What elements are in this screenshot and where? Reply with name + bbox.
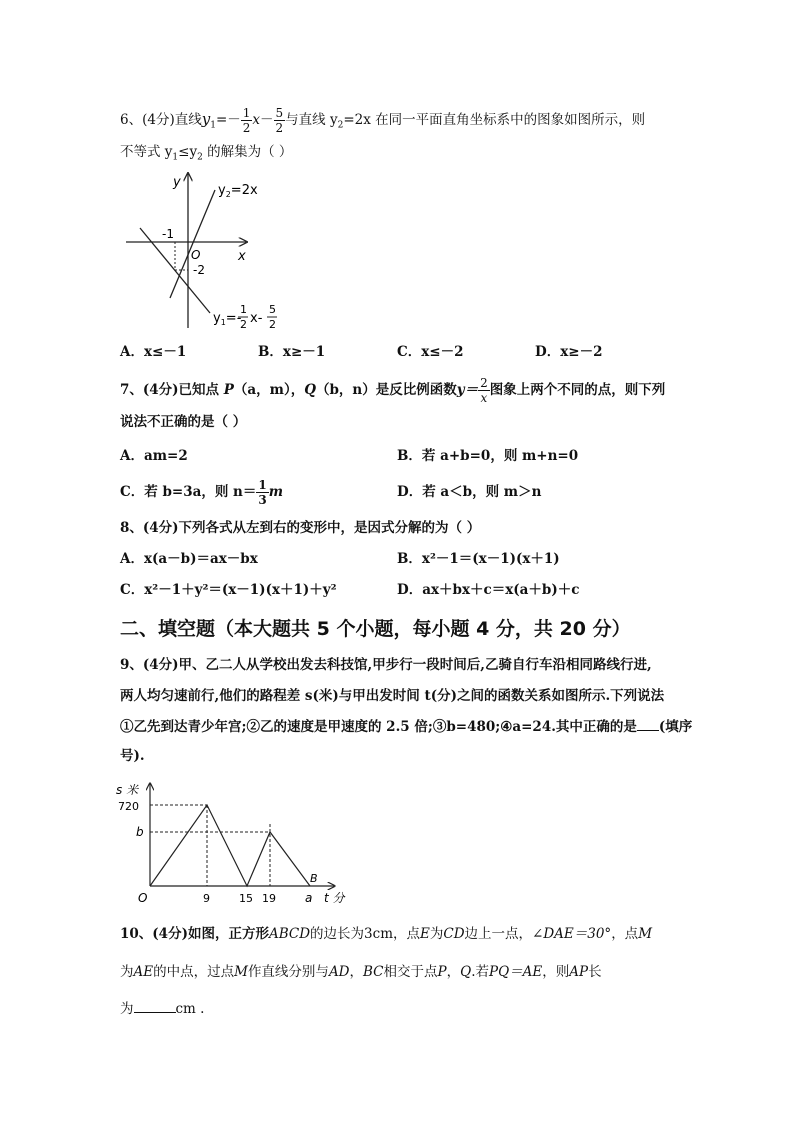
- q6-option-c: C．x≤－2: [397, 344, 464, 360]
- q8-option-a: A．x(a－b)＝ax－bx: [120, 551, 258, 567]
- q9-line3: ①乙先到达青少年宫;②乙的速度是甲速度的 2.5 倍;③b=480;④a=24.其中正确的是 (填序: [120, 716, 692, 737]
- point-b-label: B: [310, 872, 318, 885]
- tick-a: a: [305, 891, 313, 905]
- fraction-five-halves: $\frac{5}{2}$: [275, 106, 284, 135]
- q9-graph: [112, 780, 362, 912]
- q10-line2: 为AE的中点，过点M作直线分别与AD，BC相交于点P，Q.若PQ＝AE，则AP长: [120, 964, 602, 980]
- svg-text:2: 2: [269, 318, 276, 331]
- q7-option-b: B．若 a+b=0，则 m+n=0: [397, 448, 579, 464]
- q8-stem: 8、(4分)下列各式从左到右的变形中，是因式分解的为（ ）: [120, 520, 481, 536]
- answer-blank[interactable]: [637, 716, 659, 731]
- y1-equation-label: [213, 303, 277, 331]
- q8-option-b: B．x²－1＝(x－1)(x＋1): [397, 551, 560, 567]
- fraction-one-half: $\frac{1}{2}$: [242, 106, 251, 135]
- origin-label: O: [191, 248, 201, 262]
- svg-text:2: 2: [240, 318, 247, 331]
- q9-line4: 号).: [120, 748, 145, 764]
- q10-line3: 为 cm .: [120, 998, 204, 1019]
- svg-text:5: 5: [269, 303, 276, 316]
- q9-line2: 两人均匀速前行,他们的路程差 s(米)与甲出发时间 t(分)之间的函数关系如图所示.下列说法: [120, 688, 665, 704]
- q7-option-d: D．若 a＜b，则 m＞n: [397, 484, 542, 500]
- q7-stem-line1: 7、(4分)已知点 P（a，m），Q（b，n）是反比例函数y＝ $\frac{2}{x}$ 图象上两个不同的点，则下列: [120, 376, 666, 405]
- origin-label: O: [138, 891, 148, 905]
- svg-text:x-: x-: [250, 311, 263, 326]
- y-axis-label: y: [173, 175, 181, 190]
- label-b: b: [136, 825, 144, 839]
- label-minus-2: -2: [193, 263, 205, 277]
- x-axis-label: x: [238, 249, 246, 264]
- s-axis-label: s 米: [116, 783, 139, 797]
- q6-stem-line2: 不等式 $y_1\le y_2$ 的解集为（ ）: [120, 144, 293, 163]
- q6-stem-line1: 6、(4分)直线$y_1=-$ $\frac{1}{2}$ x－ $\frac{5}{2}$ 与直线 $y_2=2x$ 在同一平面直角坐标系中的图象如图所示，则: [120, 106, 646, 135]
- tick-15: 15: [239, 892, 253, 905]
- answer-blank[interactable]: [134, 998, 176, 1013]
- q7-option-a: A．am=2: [120, 448, 188, 464]
- tick-9: 9: [203, 892, 210, 905]
- q7-option-c: C．若 b=3a，则 n＝ $\frac{1}{3}$ m: [120, 478, 284, 507]
- q6-option-a: A．x≤－1: [120, 344, 187, 360]
- label-720: 720: [118, 800, 139, 813]
- q9-line1: 9、(4分)甲、乙二人从学校出发去科技馆,甲步行一段时间后,乙骑自行车沿相同路线行进,: [120, 657, 652, 673]
- svg-text:y1=-: $y_1=-$: [213, 311, 242, 327]
- label-minus-1: -1: [162, 227, 174, 241]
- t-axis-label: t 分: [324, 891, 345, 905]
- q6-option-b: B．x≥－1: [258, 344, 326, 360]
- line-y2: [170, 190, 215, 298]
- tick-19: 19: [262, 892, 276, 905]
- q8-option-c: C．x²－1＋y²＝(x－1)(x＋1)＋y²: [120, 582, 337, 598]
- section-title-fill-in: 二、填空题（本大题共 5 个小题，每小题 4 分，共 20 分）: [120, 618, 631, 640]
- q7-stem-line2: 说法不正确的是（ ）: [120, 414, 247, 430]
- q8-option-d: D．ax＋bx＋c＝x(a＋b)＋c: [397, 582, 580, 598]
- y2-equation-label: $y_2=2x$: [218, 183, 258, 199]
- q6-graph: [118, 168, 298, 334]
- q6-option-d: D．x≥－2: [535, 344, 603, 360]
- svg-text:1: 1: [240, 303, 247, 316]
- fraction-one-third: $\frac{1}{3}$: [258, 478, 267, 507]
- distance-difference-curve: [150, 805, 310, 886]
- q10-line1: 10、(4分)如图，正方形ABCD的边长为3cm，点E为CD边上一点，∠DAE＝30°，点M: [120, 926, 653, 942]
- fraction-two-over-x: $\frac{2}{x}$: [480, 376, 488, 405]
